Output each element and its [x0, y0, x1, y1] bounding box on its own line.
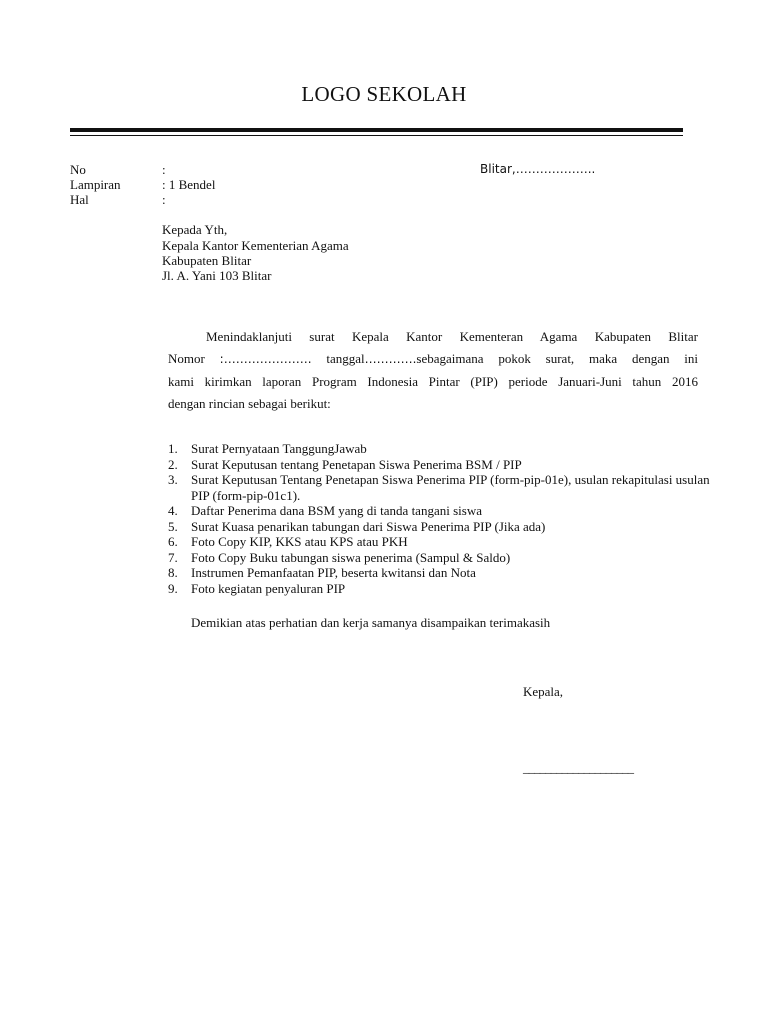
letter-date: Blitar,………………..	[480, 162, 596, 176]
list-item: 5. Surat Kuasa penarikan tabungan dari Siswa Penerima PIP (Jika ada)	[168, 518, 546, 534]
recipient-greeting: Kepada Yth,	[162, 222, 228, 237]
recipient-office: Kepala Kantor Kementerian Agama	[162, 238, 349, 253]
attachment-list	[168, 441, 711, 596]
letterhead-title: LOGO SEKOLAH	[301, 82, 467, 106]
header-rule-thin	[70, 135, 683, 136]
hal-label: Hal	[70, 192, 89, 207]
body-line-4: dengan rincian sebagai berikut:	[168, 395, 331, 411]
no-value: :	[162, 162, 166, 177]
body-line-3: kami kirimkan laporan Program Indonesia Pintar (PIP) periode Januari-Juni tahun 2016	[168, 373, 698, 389]
signature-line: ____________________	[523, 760, 633, 775]
no-label: No	[70, 162, 86, 177]
lampiran-value: : 1 Bendel	[162, 177, 216, 192]
list-item: 9. Foto kegiatan penyaluran PIP	[168, 580, 346, 596]
header-rule-thick	[70, 128, 683, 132]
list-item: 3. Surat Keputusan Tentang Penetapan Siswa Penerima PIP (form-pip-01e), usulan rekapitulasi usulan PIP (form-pip-01c1).	[168, 472, 710, 503]
body-line-1: Menindaklanjuti surat Kepala Kantor Kementeran Agama Kabupaten Blitar	[206, 329, 698, 344]
hal-value: :	[162, 192, 166, 207]
body-line-2: Nomor :…………………. tanggal………….sebagaimana pokok surat, maka dengan ini	[168, 351, 699, 367]
closing-sentence: Demikian atas perhatian dan kerja samanya disampaikan terimakasih	[191, 615, 551, 630]
list-item: 4. Daftar Penerima dana BSM yang di tanda tangani siswa	[168, 503, 482, 518]
lampiran-label: Lampiran	[70, 177, 121, 192]
recipient-region: Kabupaten Blitar	[162, 253, 252, 268]
list-item: 7. Foto Copy Buku tabungan siswa penerima (Sampul & Saldo)	[168, 549, 511, 565]
list-item: 8. Instrumen Pemanfaatan PIP, beserta kwitansi dan Nota	[168, 565, 476, 580]
recipient-address: Jl. A. Yani 103 Blitar	[162, 268, 272, 283]
list-item: 6. Foto Copy KIP, KKS atau KPS atau PKH	[168, 534, 408, 549]
body-paragraph	[168, 326, 698, 415]
list-item: 2. Surat Keputusan tentang Penetapan Siswa Penerima BSM / PIP	[168, 456, 522, 472]
list-item: 1. Surat Pernyataan TanggungJawab	[168, 441, 367, 456]
signatory-title: Kepala,	[523, 684, 564, 699]
